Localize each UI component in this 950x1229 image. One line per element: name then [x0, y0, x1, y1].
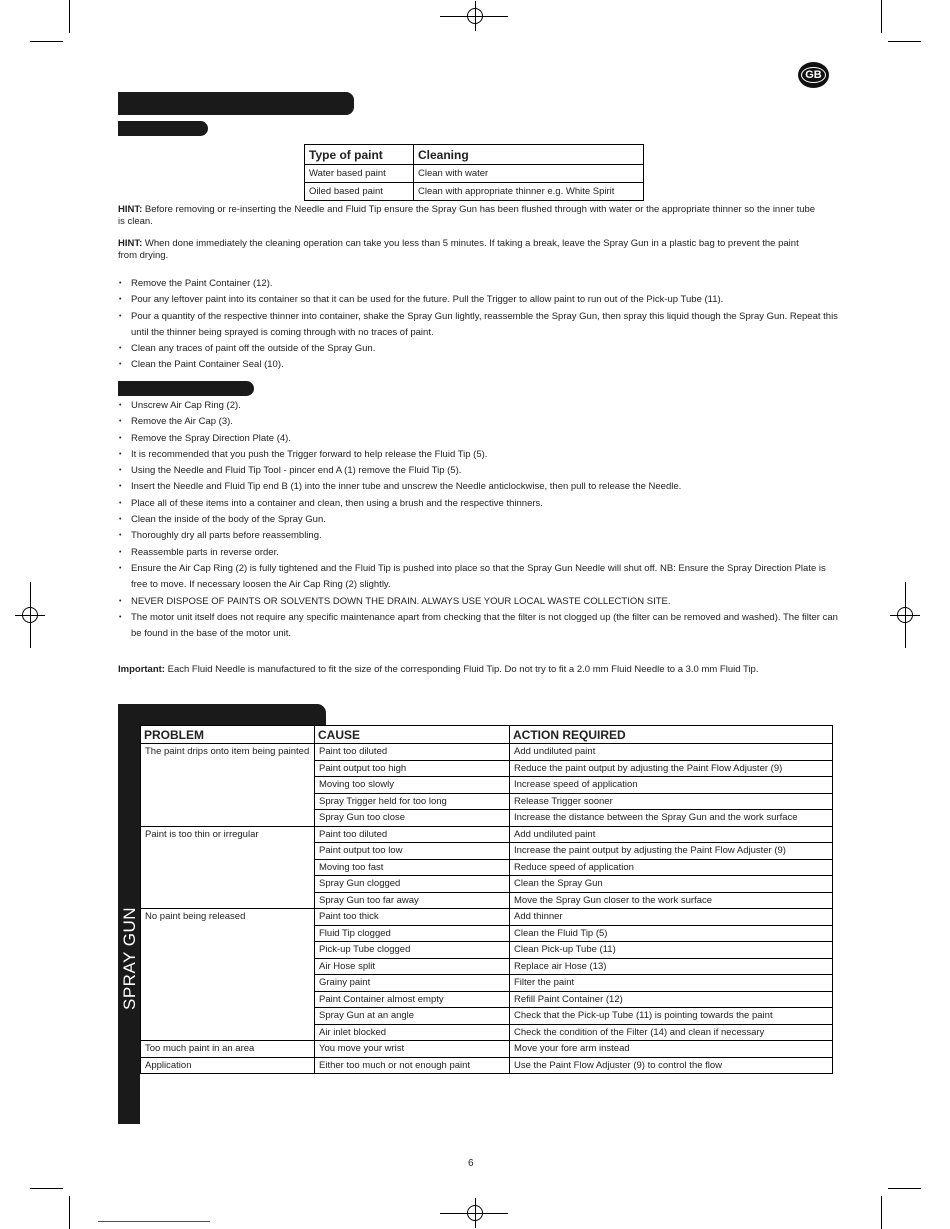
list-item: • Ensure the Air Cap Ring (2) is fully tightened and the Fluid Tip is pushed into place so that the Spray Gun Needle will shut off. NB: Ensure the Spray Direction Plate is free to move. If necessary loosen the Air Cap Ring (2) slightly. [118, 561, 838, 594]
table-cell: Clean with appropriate thinner e.g. White Spirit [414, 183, 644, 201]
action-cell: Clean the Fluid Tip (5) [510, 925, 833, 942]
list-item: • Clean the Paint Container Seal (10). [118, 357, 838, 373]
hint-text: When done immediately the cleaning operation can take you less than 5 minutes. If taking a break, leave the Spray Gun in a plastic bag to prevent the paint from drying. [118, 238, 799, 261]
cause-cell: Moving too fast [315, 859, 510, 876]
cause-cell: Air Hose split [315, 958, 510, 975]
registration-mark-bottom [460, 1198, 490, 1228]
list-item: • Remove the Air Cap (3). [118, 414, 838, 430]
hint-text: Before removing or re-inserting the Needle and Fluid Tip ensure the Spray Gun has been flushed through with water or the appropriate thinner so the inner tube is clean. [118, 204, 816, 227]
crop-mark [30, 1188, 63, 1189]
hint-paragraph [118, 204, 818, 228]
column-header: CAUSE [315, 726, 510, 744]
side-label: SPRAY GUN [120, 906, 139, 1010]
hint-paragraph [118, 238, 818, 262]
cause-cell: Paint output too low [315, 843, 510, 860]
problem-cell: Paint is too thin or irregular [141, 826, 315, 909]
column-header: Cleaning [414, 145, 644, 165]
crop-mark [30, 582, 31, 600]
table-row [141, 744, 833, 761]
crop-mark [69, 0, 70, 33]
crop-mark [490, 16, 508, 17]
cause-cell: You move your wrist [315, 1041, 510, 1058]
crop-mark [905, 630, 906, 648]
cause-cell: Paint too diluted [315, 744, 510, 761]
list-item: • Insert the Needle and Fluid Tip end B (1) into the inner tube and unscrew the Needle anticlockwise, then pull to release the Needle. [118, 479, 838, 495]
list-item: • Using the Needle and Fluid Tip Tool - pincer end A (1) remove the Fluid Tip (5). [118, 463, 838, 479]
list-item: • Pour a quantity of the respective thinner into container, shake the Spray Gun lightly, reassemble the Spray Gun, then spray this liquid though the Spray Gun. Repeat this until the thinner being sprayed is coming through with no traces of paint. [118, 309, 838, 342]
table-header-row [141, 726, 833, 744]
action-cell: Increase the paint output by adjusting the Paint Flow Adjuster (9) [510, 843, 833, 860]
hint-label: HINT: [118, 238, 143, 249]
list-item: • Reassemble parts in reverse order. [118, 545, 838, 561]
important-note [118, 661, 818, 678]
table-cell: Clean with water [414, 165, 644, 183]
cause-cell: Spray Gun too close [315, 810, 510, 827]
cause-cell: Paint output too high [315, 760, 510, 777]
problem-cell: Too much paint in an area [141, 1041, 315, 1058]
crop-mark [490, 1213, 508, 1214]
table-header-row [305, 145, 644, 165]
link-underline [98, 1221, 210, 1222]
list-item: • Pour any leftover paint into its container so that it can be used for the future. Pull the Trigger to allow paint to run out of the Pick-up Tube (11). [118, 292, 838, 308]
cause-cell: Spray Trigger held for too long [315, 793, 510, 810]
maintenance-steps-list [118, 398, 838, 642]
problem-cell: No paint being released [141, 909, 315, 1041]
crop-mark [905, 582, 906, 600]
crop-mark [69, 1196, 70, 1229]
table-row [141, 1041, 833, 1058]
table-row [141, 826, 833, 843]
crop-mark [888, 1188, 921, 1189]
action-cell: Use the Paint Flow Adjuster (9) to control the flow [510, 1057, 833, 1074]
troubleshooting-table [140, 725, 833, 1074]
hint-label: HINT: [118, 204, 143, 215]
action-cell: Increase speed of application [510, 777, 833, 794]
registration-mark-top [460, 1, 490, 31]
cleaning-table [304, 144, 644, 201]
important-label: Important: [118, 664, 165, 675]
action-cell: Add thinner [510, 909, 833, 926]
cause-cell: Paint too diluted [315, 826, 510, 843]
list-item: • NEVER DISPOSE OF PAINTS OR SOLVENTS DOWN THE DRAIN. ALWAYS USE YOUR LOCAL WASTE COLLECTION SITE. [118, 594, 838, 610]
cause-cell: Spray Gun too far away [315, 892, 510, 909]
action-cell: Add undiluted paint [510, 744, 833, 761]
action-cell: Check the condition of the Filter (14) and clean if necessary [510, 1024, 833, 1041]
action-cell: Clean Pick-up Tube (11) [510, 942, 833, 959]
registration-mark-left [15, 600, 45, 630]
cleaning-steps-list [118, 276, 838, 374]
list-item: • Remove the Paint Container (12). [118, 276, 838, 292]
cause-cell: Spray Gun clogged [315, 876, 510, 893]
column-header: PROBLEM [141, 726, 315, 744]
cause-cell: Either too much or not enough paint [315, 1057, 510, 1074]
list-item: • Unscrew Air Cap Ring (2). [118, 398, 838, 414]
subsection-heading-bar [118, 121, 208, 136]
table-cell: Oiled based paint [305, 183, 414, 201]
section-heading-bar [118, 92, 354, 115]
table-row [141, 1057, 833, 1074]
cause-cell: Air inlet blocked [315, 1024, 510, 1041]
cause-cell: Pick-up Tube clogged [315, 942, 510, 959]
action-cell: Reduce the paint output by adjusting the Paint Flow Adjuster (9) [510, 760, 833, 777]
table-cell: Water based paint [305, 165, 414, 183]
cause-cell: Paint too thick [315, 909, 510, 926]
cause-cell: Paint Container almost empty [315, 991, 510, 1008]
cause-cell: Spray Gun at an angle [315, 1008, 510, 1025]
list-item: • Clean the inside of the body of the Spray Gun. [118, 512, 838, 528]
subsection-heading-bar [118, 381, 254, 396]
problem-cell: The paint drips onto item being painted [141, 744, 315, 827]
language-badge [798, 62, 829, 88]
action-cell: Filter the paint [510, 975, 833, 992]
list-item: • The motor unit itself does not require any specific maintenance apart from checking that the filter is not clogged up (the filter can be removed and washed). The filter can be found in the base of the motor unit. [118, 610, 838, 643]
action-cell: Move your fore arm instead [510, 1041, 833, 1058]
cause-cell: Grainy paint [315, 975, 510, 992]
list-item: • Thoroughly dry all parts before reassembling. [118, 528, 838, 544]
language-badge-text: GB [801, 67, 826, 83]
crop-mark [440, 1213, 460, 1214]
action-cell: Replace air Hose (13) [510, 958, 833, 975]
list-item: • Remove the Spray Direction Plate (4). [118, 431, 838, 447]
crop-mark [30, 630, 31, 648]
troubleshooting-heading-bar [118, 704, 326, 726]
important-text: Each Fluid Needle is manufactured to fit the size of the corresponding Fluid Tip. Do not try to fit a 2.0 mm Fluid Needle to a 3.0 mm Fluid Tip. [164, 664, 759, 675]
crop-mark [881, 1196, 882, 1229]
action-cell: Clean the Spray Gun [510, 876, 833, 893]
table-row [141, 909, 833, 926]
action-cell: Release Trigger sooner [510, 793, 833, 810]
action-cell: Refill Paint Container (12) [510, 991, 833, 1008]
table-row [305, 165, 644, 183]
crop-mark [440, 16, 460, 17]
action-cell: Reduce speed of application [510, 859, 833, 876]
cause-cell: Moving too slowly [315, 777, 510, 794]
crop-mark [881, 0, 882, 33]
table-row [305, 183, 644, 201]
cause-cell: Fluid Tip clogged [315, 925, 510, 942]
list-item: • Place all of these items into a container and clean, then using a brush and the respective thinners. [118, 496, 838, 512]
problem-cell: Application [141, 1057, 315, 1074]
list-item: • It is recommended that you push the Trigger forward to help release the Fluid Tip (5). [118, 447, 838, 463]
page-number: 6 [468, 1158, 474, 1169]
action-cell: Check that the Pick-up Tube (11) is pointing towards the paint [510, 1008, 833, 1025]
column-header: ACTION REQUIRED [510, 726, 833, 744]
action-cell: Increase the distance between the Spray Gun and the work surface [510, 810, 833, 827]
column-header: Type of paint [305, 145, 414, 165]
action-cell: Move the Spray Gun closer to the work surface [510, 892, 833, 909]
action-cell: Add undiluted paint [510, 826, 833, 843]
crop-mark [30, 41, 63, 42]
registration-mark-right [890, 600, 920, 630]
crop-mark [888, 41, 921, 42]
list-item: • Clean any traces of paint off the outside of the Spray Gun. [118, 341, 838, 357]
